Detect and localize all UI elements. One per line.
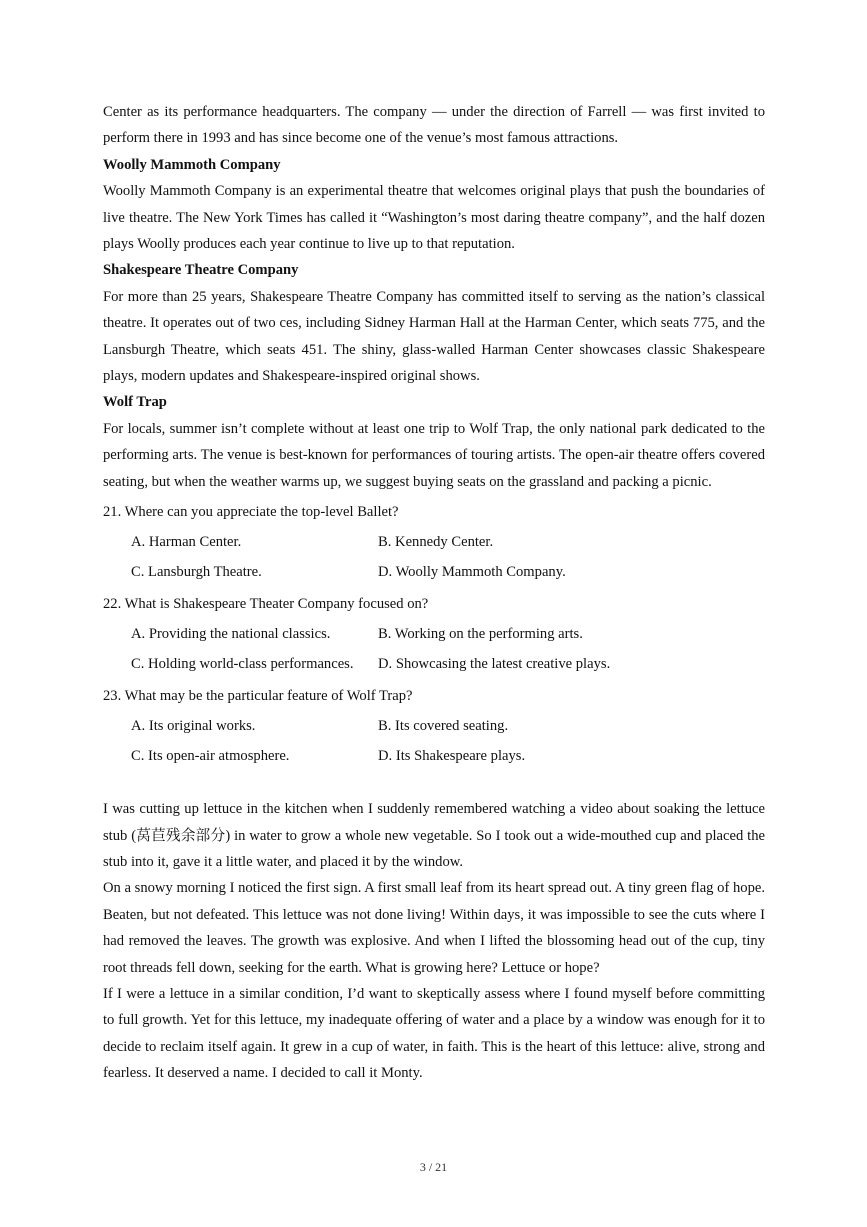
option-b: B. Kennedy Center.: [378, 534, 494, 551]
option-d: D. Showcasing the latest creative plays.: [378, 656, 611, 673]
section-body: For locals, summer isn’t complete without at least one trip to Wolf Trap, the only national park dedicated to the performing arts. The venue is best-known for performances of touring artists. The open-air theatre offers covered seating, but when the weather warms up, we suggest buying seats on the grassland and packing a picnic.: [103, 420, 765, 490]
option-a: A. Harman Center.: [131, 534, 242, 551]
option-c: C. Lansburgh Theatre.: [131, 564, 262, 581]
section-wolf-trap: [103, 389, 765, 495]
question-22: [103, 589, 765, 679]
option-a: A. Its original works.: [131, 718, 256, 735]
intro-paragraph: Center as its performance headquarters. The company — under the direction of Farrell — was first invited to perform there in 1993 and has since become one of the venue’s most famous attractions.: [103, 104, 765, 147]
section-heading: Wolf Trap: [103, 394, 167, 411]
section-woolly-mammoth: [103, 152, 765, 258]
section-body: Woolly Mammoth Company is an experimental theatre that welcomes original plays that push the boundaries of live theatre. The New York Times has called it “Washington’s most daring theatre company”, and the half dozen plays Woolly produces each year continue to live up to that reputation.: [103, 183, 765, 253]
question-stem: 22. What is Shakespeare Theater Company focused on?: [103, 596, 429, 613]
section-body: For more than 25 years, Shakespeare Theatre Company has committed itself to serving as the nation’s classical theatre. It operates out of two ces, including Sidney Harman Hall at the Harman Center, which seats 775, and the Lansburgh Theatre, which seats 451. The shiny, glass-walled Harman Center showcases classic Shakespeare plays, modern updates and Shakespeare-inspired original shows.: [103, 288, 765, 385]
passage-b-paragraph-2: On a snowy morning I noticed the first sign. A first small leaf from its heart spread out. A tiny green flag of hope. Beaten, but not defeated. This lettuce was not done living! Within days, it was impossible to see the cuts where I had removed the leaves. The growth was explosive. And when I lifted the blossoming head out of the cup, tiny root threads fell down, seeking for the earth. What is growing here? Lettuce or hope?: [103, 880, 765, 976]
section-gap: [103, 771, 765, 796]
page-number: 3 / 21: [419, 1160, 448, 1174]
document-page: [103, 99, 765, 1087]
option-b: B. Its covered seating.: [378, 718, 509, 735]
question-23: [103, 681, 765, 771]
option-c: C. Holding world-class performances.: [131, 656, 354, 673]
section-shakespeare-theatre: [103, 257, 765, 389]
section-heading: Woolly Mammoth Company: [103, 156, 281, 173]
option-d: D. Its Shakespeare plays.: [378, 748, 526, 765]
passage-b-paragraph-3: If I were a lettuce in a similar condition, I’d want to skeptically assess where I found myself before committing to full growth. Yet for this lettuce, my inadequate offering of water and a place by a window was enough for it to decide to reclaim itself again. It grew in a cup of water, in faith. This is the heart of this lettuce: alive, strong and fearless. It deserved a name. I decided to call it Monty.: [103, 985, 765, 1082]
option-d: D. Woolly Mammoth Company.: [378, 564, 566, 581]
passage-b: [103, 796, 765, 1086]
option-c: C. Its open-air atmosphere.: [131, 748, 290, 765]
question-stem: 21. Where can you appreciate the top-level Ballet?: [103, 504, 399, 521]
option-a: A. Providing the national classics.: [131, 626, 331, 643]
question-stem: 23. What may be the particular feature of Wolf Trap?: [103, 688, 413, 705]
question-21: [103, 497, 765, 587]
option-b: B. Working on the performing arts.: [378, 626, 583, 643]
section-heading: Shakespeare Theatre Company: [103, 262, 299, 279]
passage-b-paragraph-1: I was cutting up lettuce in the kitchen when I suddenly remembered watching a video about soaking the lettuce stub (莴苣残余部分) in water to grow a whole new vegetable. So I took out a wide-mouthed cup and placed the stub into it, gave it a little water, and placed it by the window.: [103, 801, 765, 870]
